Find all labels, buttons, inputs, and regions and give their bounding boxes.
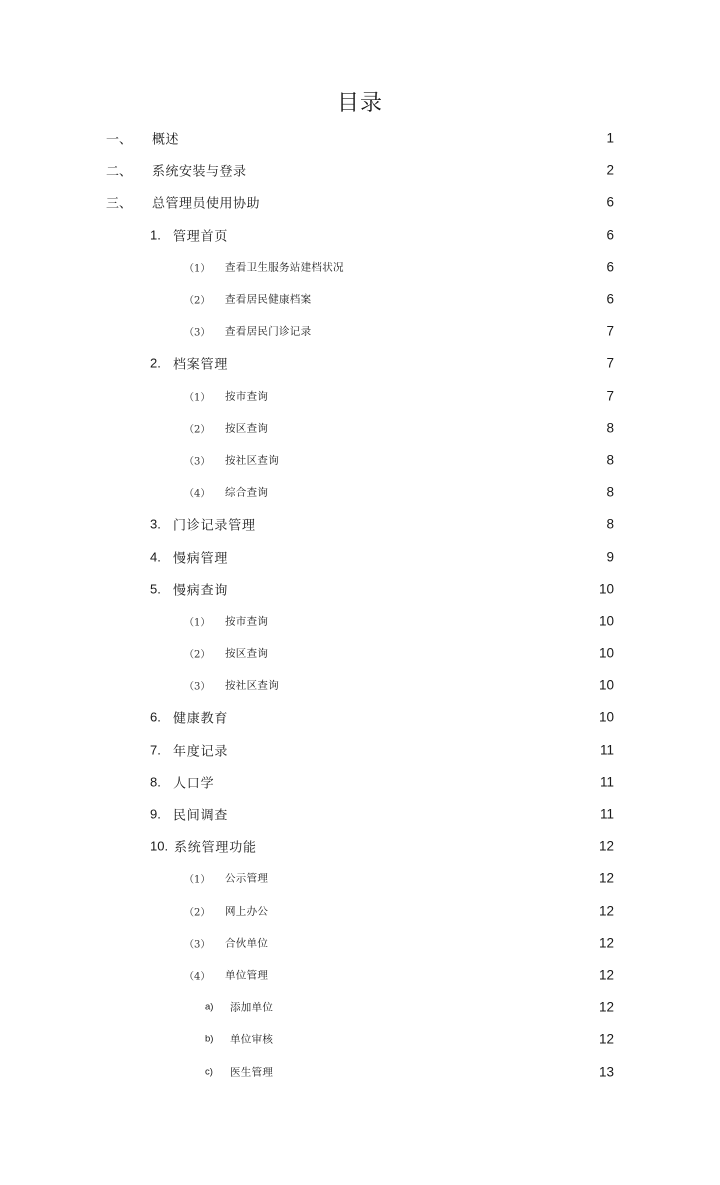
toc-entry[interactable] <box>0 251 720 283</box>
toc-entry[interactable] <box>0 219 720 251</box>
toc-entry-number: （3） <box>184 939 211 951</box>
toc-entry-page-number: 12 <box>598 967 614 983</box>
toc-entry-label: 公示管理 <box>225 872 269 885</box>
toc-entry-label: 健康教育 <box>173 711 229 727</box>
toc-entry[interactable] <box>0 540 720 572</box>
toc-entry-page-number: 7 <box>606 355 614 371</box>
toc-entry-number: 三、 <box>106 196 133 212</box>
toc-entry-page-number: 8 <box>606 516 614 532</box>
toc-entry-page-number: 12 <box>598 838 614 854</box>
toc-entry-number: （4） <box>184 971 211 983</box>
toc-entry[interactable] <box>0 701 720 733</box>
toc-entry-page-number: 12 <box>598 999 614 1015</box>
toc-entry[interactable] <box>0 186 720 218</box>
toc-entry-page-number: 10 <box>598 613 614 629</box>
toc-entry-number: （1） <box>184 874 211 886</box>
toc-entry-page-number: 8 <box>606 420 614 436</box>
toc-list <box>0 122 720 1088</box>
toc-entry-label: 慢病管理 <box>173 551 229 567</box>
toc-entry-page-number: 11 <box>599 806 614 822</box>
toc-entry-label: 查看居民门诊记录 <box>225 325 312 338</box>
toc-entry-label: 档案管理 <box>173 357 229 373</box>
toc-entry-label: 合伙单位 <box>225 937 269 950</box>
toc-entry[interactable] <box>0 895 720 927</box>
toc-entry-label: 查看卫生服务站建档状况 <box>225 261 344 274</box>
toc-entry-page-number: 11 <box>599 774 614 790</box>
toc-entry-label: 系统管理功能 <box>174 840 257 856</box>
toc-entry-number: （1） <box>184 392 211 404</box>
toc-entry[interactable] <box>0 766 720 798</box>
toc-entry-number: b) <box>205 1033 214 1045</box>
toc-entry[interactable] <box>0 315 720 347</box>
toc-entry-page-number: 6 <box>606 227 614 243</box>
toc-entry[interactable] <box>0 1055 720 1087</box>
toc-entry[interactable] <box>0 862 720 894</box>
toc-entry-page-number: 8 <box>606 452 614 468</box>
toc-entry-label: 慢病查询 <box>173 583 229 599</box>
toc-entry-number: 4. <box>150 549 161 565</box>
toc-entry[interactable] <box>0 991 720 1023</box>
toc-entry-label: 按社区查询 <box>225 679 279 692</box>
toc-entry-page-number: 12 <box>598 870 614 886</box>
toc-entry-number: 6. <box>150 709 161 725</box>
toc-entry[interactable] <box>0 412 720 444</box>
toc-entry-label: 管理首页 <box>173 229 229 245</box>
toc-entry-number: c) <box>205 1066 213 1078</box>
toc-entry-page-number: 1 <box>606 130 614 146</box>
toc-entry-page-number: 12 <box>598 1031 614 1047</box>
toc-entry-number: （3） <box>184 327 211 339</box>
toc-entry[interactable] <box>0 380 720 412</box>
toc-entry-page-number: 6 <box>606 194 614 210</box>
toc-entry-page-number: 10 <box>598 581 614 597</box>
toc-entry-page-number: 8 <box>606 484 614 500</box>
toc-entry-number: （3） <box>184 456 211 468</box>
toc-entry[interactable] <box>0 798 720 830</box>
toc-entry[interactable] <box>0 1023 720 1055</box>
toc-entry-label: 概述 <box>152 132 180 148</box>
toc-entry[interactable] <box>0 927 720 959</box>
toc-entry-label: 按市查询 <box>225 390 269 403</box>
toc-entry-page-number: 10 <box>598 709 614 725</box>
toc-entry[interactable] <box>0 347 720 379</box>
toc-entry-number: 3. <box>150 516 161 532</box>
toc-entry-number: （4） <box>184 488 211 500</box>
toc-entry-page-number: 12 <box>598 935 614 951</box>
toc-entry-number: 9. <box>150 806 161 822</box>
toc-entry[interactable] <box>0 283 720 315</box>
toc-entry-number: （3） <box>184 681 211 693</box>
toc-entry-label: 网上办公 <box>225 905 269 918</box>
toc-entry[interactable] <box>0 830 720 862</box>
toc-entry[interactable] <box>0 154 720 186</box>
toc-entry-number: （2） <box>184 907 211 919</box>
toc-entry-page-number: 11 <box>599 742 614 758</box>
toc-entry-number: （1） <box>184 617 211 629</box>
toc-entry-label: 民间调查 <box>173 808 229 824</box>
toc-entry[interactable] <box>0 508 720 540</box>
toc-entry[interactable] <box>0 122 720 154</box>
toc-entry-label: 按市查询 <box>225 615 269 628</box>
toc-entry-label: 添加单位 <box>230 1001 274 1014</box>
toc-entry-label: 单位审核 <box>230 1033 274 1046</box>
toc-entry-number: 7. <box>150 742 161 758</box>
toc-entry-page-number: 9 <box>606 549 614 565</box>
toc-entry-label: 人口学 <box>173 776 215 792</box>
toc-entry-page-number: 2 <box>606 162 614 178</box>
toc-entry[interactable] <box>0 444 720 476</box>
toc-entry-label: 门诊记录管理 <box>173 518 256 534</box>
toc-entry[interactable] <box>0 605 720 637</box>
toc-entry-label: 查看居民健康档案 <box>225 293 312 306</box>
toc-entry-label: 按区查询 <box>225 647 269 660</box>
toc-entry[interactable] <box>0 637 720 669</box>
toc-entry-page-number: 7 <box>606 323 614 339</box>
toc-entry-page-number: 6 <box>606 259 614 275</box>
toc-entry-number: 10. <box>150 838 169 854</box>
toc-entry-label: 系统安装与登录 <box>152 164 247 180</box>
toc-entry-number: （1） <box>184 263 211 275</box>
toc-entry-label: 医生管理 <box>230 1066 274 1079</box>
toc-entry[interactable] <box>0 669 720 701</box>
toc-entry-number: （2） <box>184 424 211 436</box>
toc-entry-label: 单位管理 <box>225 969 269 982</box>
toc-entry-number: 8. <box>150 774 161 790</box>
toc-entry-number: （2） <box>184 649 211 661</box>
toc-entry-label: 总管理员使用协助 <box>152 196 261 212</box>
toc-entry-page-number: 12 <box>598 903 614 919</box>
toc-entry[interactable] <box>0 476 720 508</box>
toc-entry[interactable] <box>0 573 720 605</box>
toc-entry-page-number: 10 <box>598 645 614 661</box>
toc-entry-number: 5. <box>150 581 161 597</box>
toc-entry-page-number: 6 <box>606 291 614 307</box>
toc-entry[interactable] <box>0 734 720 766</box>
toc-entry-page-number: 7 <box>606 388 614 404</box>
toc-entry-label: 综合查询 <box>225 486 269 499</box>
toc-entry-number: 1. <box>150 227 161 243</box>
toc-entry-page-number: 13 <box>598 1064 614 1080</box>
toc-entry-page-number: 10 <box>598 677 614 693</box>
toc-entry-number: （2） <box>184 295 211 307</box>
toc-entry-number: 一、 <box>106 132 133 148</box>
toc-entry-label: 年度记录 <box>173 744 229 760</box>
toc-entry-label: 按社区查询 <box>225 454 279 467</box>
toc-entry-number: a) <box>205 1001 214 1013</box>
toc-entry-number: 2. <box>150 355 161 371</box>
toc-title: 目录 <box>336 91 383 116</box>
toc-entry-number: 二、 <box>106 164 133 180</box>
toc-entry-label: 按区查询 <box>225 422 269 435</box>
toc-entry[interactable] <box>0 959 720 991</box>
